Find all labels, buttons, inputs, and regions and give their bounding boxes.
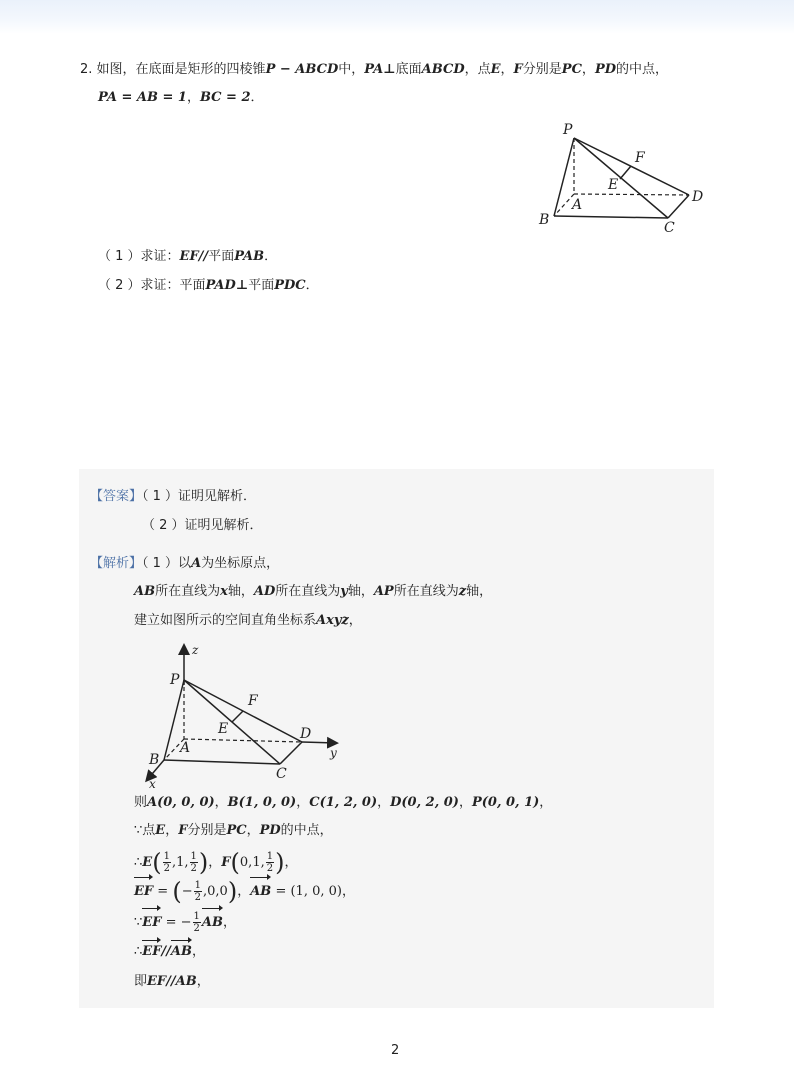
- analysis-text: ，: [284, 855, 298, 870]
- frac-den: 2: [163, 863, 170, 874]
- analysis-text: 则: [134, 795, 148, 810]
- label-c: C: [664, 220, 675, 236]
- math-pc: PC: [561, 62, 582, 77]
- edge-cd: [668, 195, 689, 218]
- figure-coordinate-system: [140, 640, 345, 790]
- analysis-text: ，: [222, 915, 236, 930]
- problem-text: ．: [250, 90, 264, 105]
- question-text: ．: [264, 249, 278, 264]
- frac-den: 2: [193, 923, 200, 934]
- analysis-line-2: [134, 582, 492, 602]
- analysis-text: （ 1 ）以: [142, 556, 192, 571]
- math-e: E: [142, 855, 153, 870]
- label-d: D: [300, 726, 312, 742]
- analysis-text: 建立如图所示的空间直角坐标系: [134, 613, 317, 628]
- math-abcd: ABCD: [421, 62, 465, 77]
- label-b: B: [149, 752, 160, 768]
- analysis-conclusion: [134, 972, 210, 992]
- frac-num: 1: [266, 851, 274, 862]
- math-one: 1: [252, 855, 261, 870]
- math-minus: −: [181, 884, 193, 899]
- analysis-parallel-vectors: [134, 942, 205, 962]
- page-number: 2: [391, 1043, 400, 1058]
- label-y: y: [330, 746, 337, 760]
- paren: (: [172, 877, 182, 906]
- frac-den: 2: [194, 892, 201, 903]
- problem-line-2: [98, 88, 264, 108]
- edge-ad-hidden: [574, 194, 689, 195]
- segment-ef: [232, 711, 243, 722]
- answer-tag: 【答案】: [90, 489, 143, 504]
- math-zero: 0: [239, 855, 249, 870]
- math-perp: ⊥: [235, 278, 249, 293]
- math-coord-b: B(1, 0, 0): [227, 795, 297, 810]
- analysis-text: ，: [208, 855, 222, 870]
- math-eq: =: [275, 884, 287, 899]
- label-p: P: [563, 122, 573, 138]
- label-p: P: [170, 672, 180, 688]
- answer-line-2: [142, 516, 263, 536]
- problem-text: ，: [186, 90, 200, 105]
- label-e: E: [218, 721, 229, 737]
- problem-line-1: [80, 60, 668, 80]
- math-ab: AB: [134, 584, 156, 599]
- label-d: D: [692, 189, 704, 205]
- math-ef: EF//: [179, 249, 209, 264]
- problem-text: ，: [500, 62, 514, 77]
- math-coord-a: A(0, 0, 0): [147, 795, 215, 810]
- question-1: [98, 247, 277, 267]
- paren: ): [198, 848, 209, 877]
- problem-text: ，: [581, 62, 595, 77]
- analysis-text: ∵: [134, 915, 143, 930]
- analysis-text: 所在直线为: [155, 584, 221, 599]
- analysis-text: ，: [237, 884, 251, 899]
- vector-ab: AB: [171, 942, 192, 962]
- math-minus: −: [180, 915, 192, 930]
- math-pc: PC: [226, 823, 247, 838]
- frac-num: 1: [193, 911, 200, 922]
- edge-cd: [280, 742, 302, 764]
- math-pd: PD: [594, 62, 616, 77]
- question-label: （ 2 ）求证：平面: [98, 278, 206, 293]
- problem-text: 如图，在底面是矩形的四棱锥: [96, 62, 266, 77]
- edge-bc: [554, 216, 668, 218]
- fraction-half: [163, 851, 171, 874]
- analysis-text: ∴: [134, 944, 143, 959]
- problem-text: 中，: [338, 62, 365, 77]
- analysis-text: ∵点: [134, 823, 156, 838]
- analysis-text: ，: [348, 613, 362, 628]
- question-text: 平面: [208, 249, 235, 264]
- analysis-text: ，: [165, 823, 179, 838]
- math-e: E: [155, 823, 166, 838]
- question-text: ．: [305, 278, 319, 293]
- label-a: A: [572, 197, 583, 213]
- label-e: E: [608, 177, 619, 193]
- vector-ef: EF: [134, 879, 153, 905]
- analysis-text: 所在直线为: [275, 584, 341, 599]
- figure-pyramid: [530, 118, 710, 240]
- math-coord-d: D(0, 2, 0): [390, 795, 459, 810]
- label-f: F: [248, 693, 258, 709]
- analysis-text: 分别是: [187, 823, 227, 838]
- math-pd: PD: [259, 823, 281, 838]
- segment-ef: [620, 166, 631, 179]
- question-2: [98, 276, 319, 296]
- math-pa: PA⊥: [364, 62, 396, 77]
- problem-text: 底面: [395, 62, 422, 77]
- analysis-text: ，: [196, 974, 210, 989]
- math-axyz: Axyz: [316, 613, 349, 628]
- vector-ab: AB: [250, 879, 271, 905]
- math-z: z: [458, 584, 467, 599]
- analysis-text: 轴，: [466, 584, 493, 599]
- paren: (: [230, 848, 240, 877]
- math-y: y: [340, 584, 348, 599]
- axis-y: [302, 742, 336, 743]
- math-pdc: PDC: [274, 278, 306, 293]
- analysis-tag: 【解析】: [90, 556, 143, 571]
- math-f: F: [178, 823, 188, 838]
- math-coord-p: P(0, 0, 1): [471, 795, 540, 810]
- fraction-half: [193, 911, 201, 934]
- analysis-text: 的中点，: [280, 823, 333, 838]
- analysis-text: 轴，: [227, 584, 254, 599]
- question-label: （ 1 ）求证：: [98, 249, 180, 264]
- vector-ef: EF: [142, 910, 161, 936]
- problem-text: ，点: [464, 62, 491, 77]
- edge-bc: [164, 760, 280, 764]
- fraction-half: [190, 851, 198, 874]
- math-ad: AD: [253, 584, 276, 599]
- analysis-text: ，: [458, 795, 472, 810]
- math-one: 1: [176, 855, 185, 870]
- analysis-line-1: [90, 554, 279, 574]
- analysis-text: 为坐标原点，: [201, 556, 280, 571]
- analysis-text: ，: [539, 795, 553, 810]
- math-pyramid: P − ABCD: [265, 62, 339, 77]
- label-a: A: [180, 740, 191, 756]
- math-parallel: //: [161, 944, 171, 959]
- header-band: [0, 0, 794, 34]
- paren: ): [227, 877, 238, 906]
- label-f: F: [635, 150, 645, 166]
- math-pad: PAD: [205, 278, 236, 293]
- frac-den: 2: [190, 863, 197, 874]
- math-zero: 0: [207, 884, 216, 899]
- math-eq: =: [165, 915, 177, 930]
- analysis-relation: [134, 910, 236, 936]
- vector-ab: AB: [202, 910, 223, 936]
- analysis-text: ，: [246, 823, 260, 838]
- edge-ad-hidden: [184, 739, 302, 742]
- math-ab-value: (1, 0, 0): [290, 884, 342, 899]
- problem-text: 分别是: [522, 62, 562, 77]
- label-c: C: [276, 766, 287, 782]
- frac-num: 1: [190, 851, 197, 862]
- analysis-text: ，: [341, 884, 355, 899]
- math-lengths: PA = AB = 1: [98, 90, 187, 105]
- math-e: E: [490, 62, 501, 77]
- label-b: B: [539, 212, 550, 228]
- math-pab: PAB: [234, 249, 265, 264]
- fraction-half: [266, 851, 274, 874]
- label-z: z: [192, 643, 199, 657]
- question-text: 平面: [248, 278, 275, 293]
- math-zero: 0: [219, 884, 228, 899]
- analysis-text: ∴: [134, 855, 143, 870]
- math-bc: BC = 2: [199, 90, 251, 105]
- math-a: A: [191, 556, 202, 571]
- problem-number: 2.: [80, 62, 93, 77]
- answer-text: （ 2 ）证明见解析．: [142, 518, 263, 533]
- analysis-text: ，: [214, 795, 228, 810]
- label-x: x: [149, 777, 156, 790]
- answer-text: （ 1 ）证明见解析．: [142, 489, 257, 504]
- analysis-text: ，: [296, 795, 310, 810]
- math-x: x: [220, 584, 228, 599]
- analysis-ef-coords: ∴E( $\frac{1}{2}$ ,1, $\frac{1}{2}$ )，F(0,1, $\frac{1}{2}$ )，: [134, 848, 298, 877]
- analysis-midpoints: [134, 821, 333, 841]
- analysis-text: 轴，: [347, 584, 374, 599]
- math-ap: AP: [373, 584, 394, 599]
- analysis-line-3: [134, 611, 362, 631]
- math-coord-c: C(1, 2, 0): [309, 795, 378, 810]
- analysis-text: 所在直线为: [393, 584, 459, 599]
- frac-den: 2: [266, 863, 274, 874]
- math-f: F: [221, 855, 231, 870]
- frac-num: 1: [163, 851, 170, 862]
- answer-line-1: [90, 487, 256, 507]
- math-eq: =: [157, 884, 169, 899]
- analysis-text: 即: [134, 974, 148, 989]
- analysis-coords: [134, 793, 552, 813]
- frac-num: 1: [194, 880, 201, 891]
- paren: (: [152, 848, 162, 877]
- analysis-text: ，: [192, 944, 206, 959]
- math-ef-parallel-ab: EF//AB: [147, 974, 197, 989]
- problem-text: 的中点，: [616, 62, 669, 77]
- analysis-vectors: EF = (− $\frac{1}{2}$ ,0,0)，AB = (1, 0, 0)，: [134, 877, 355, 906]
- paren: ): [275, 848, 285, 877]
- math-f: F: [513, 62, 523, 77]
- vector-ef: EF: [142, 942, 161, 962]
- analysis-text: ，: [377, 795, 391, 810]
- fraction-half: [194, 880, 202, 903]
